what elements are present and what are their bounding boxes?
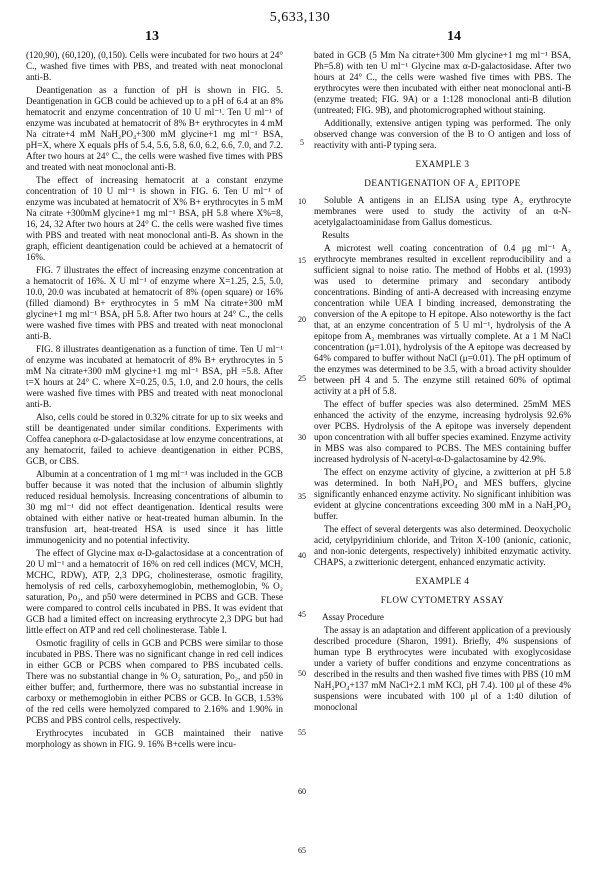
paragraph: The effect of Glycine max α-D-galactosidase at a concentration of 20 U ml⁻¹ and a hematocrit of 16% on red cell indices (MCV, MCH, MCHC, RDW), ATP, 2,3 DPG, cholinesterase, osmotic fragility, hemolysis of red cells, carboxyhemoglobin, methemoglobin, % O₂ saturation, Po₂, and p50 were determined in PCBS and GCB. These were compared to control cells incubated in PBS. It was evident that GCB had a limited effect on increasing erythrocyte 2,3 DPG but had little effect on ATP and red cell cholinesterase. Table I. [26, 548, 283, 635]
paragraph: The effect of increasing hematocrit at a constant enzyme concentration of 10 U ml⁻¹ is shown in FIG. 6. Ten U ml⁻¹ of enzyme was incubated at hematocrit of X% B+ erythrocytes in 5 mM Na citrate +300mM glycine+1 mg ml⁻¹ BSA, pH 5.8 where X%=8, 16, 24, 32 After two hours at 24° C. the cells were washed five times with PBS and treated with neat monoclonal anti-B. As shown in the graph, efficient deantigenation could be achieved at a hematocrit of 16%. [26, 175, 283, 262]
paragraph: Also, cells could be stored in 0.32% citrate for up to six weeks and still be deantigenated under similar conditions. Experiments with Coffea canephora α-D-galactosidase at low enzyme concentrations, at any hematocrit, failed to achieve deantigenation in either PCBS, GCB, or CBS. [26, 412, 283, 466]
paragraph: The effect on enzyme activity of glycine, a zwitterion at pH 5.8 was determined. In both NaH₂PO₄ and MES buffers, glycine significantly enhanced enzyme activity. No significant inhibition was evident at glycine concentrations exceeding 300 mM in a NaH₂PO₄ buffer. [314, 467, 571, 521]
results-subheading: Results [322, 230, 350, 240]
paragraph: The effect of several detergents was also determined. Deoxycholic acid, cetylpyridinium chloride, and Triton X-100 (anionic, cationic, and non-ionic detergents, respectively) inhibited enzymatic activity. CHAPS, a zwitterionic detergent, enhanced enzymatic activity. [314, 524, 571, 567]
line-numbers [295, 50, 309, 877]
paragraph: The effect of buffer species was also determined. 25mM MES enhanced the activity of the enzyme, increasing hydrolysis 92.6% over PCBS. Hydrolysis of the A epitope was inversely dependent upon concentration with all buffer species examined. Enzyme activity in MBS was also compared to PCBS. The MES containing buffer increased hydrolysis of N-acetyl-α-D-galactosamine by 42.9%. [314, 399, 571, 464]
paragraph: Erythrocytes incubated in GCB maintained their native morphology as shown in FIG. 9. 16% B+cells were incu- [26, 728, 283, 749]
example-4-heading: EXAMPLE 4 [415, 576, 470, 586]
paragraph: A microtest well coating concentration of 0.4 μg ml⁻¹ A₂ erythrocyte membranes resulted in excellent reproducibility and a sufficient signal to noise ratio. The method of Hobbs et al. (1993) was used to determine primary and secondary antibody concentrations. Binding of anti-A decreased with increasing enzyme concentration while UEA I binding increased, demonstrating the conversion of the A epitope to H epitope. Also noteworthy is the fact that, at an enzyme concentration of 5 U ml⁻¹, hydrolysis of the A epitope from A₂ membranes was virtually complete. At a 1 M NaCl concentration (μ=1.01), hydrolysis of the A epitope was decreased by 64% compared to buffer without NaCl (μ=0.01). The pH optimum of the enzymes was determined to be 3.5, with a broad activity shoulder between pH 4 and 5. The enzyme still retained 60% of optimal activity at a pH of 5.8. [314, 243, 571, 396]
line-number: 25 [298, 374, 306, 383]
paragraph: FIG. 7 illustrates the effect of increasing enzyme concentration at a hematocrit of 16%. X U ml⁻¹ of enzyme where X=1.25, 2.5, 5.0, 10.0, 20.0 was incubated at hematocrit of 8% (open square) or 16% (filled diamond) B+ erythrocytes in 5 mM Na citrate+300 mM glycine+1 mg ml⁻¹ BSA, pH 5.8. After two hours at 24° C., the cells were washed five times with PBS and treated with neat monoclonal anti-B. [26, 265, 283, 341]
example-3-heading: EXAMPLE 3 [415, 159, 470, 169]
paragraph: Soluble A antigens in an ELISA using type A₂ erythrocyte membranes were used to study the activity of an α-N-acetylgalactoaminidase from Gallus domesticus. [314, 195, 571, 227]
line-number: 5 [300, 138, 304, 147]
left-column [26, 50, 283, 752]
example-3-title: DEANTIGENATION OF A₂ EPITOPE [364, 178, 521, 188]
right-column [314, 50, 571, 715]
line-number: 50 [298, 669, 306, 678]
line-number: 60 [298, 787, 306, 796]
page-number-left: 13 [145, 29, 159, 44]
paragraph: The assay is an adaptation and different application of a previously described procedure (Sharon, 1991). Briefly, 4% suspensions of human type B erythrocytes were incubated with exoglycosidase under a variety of buffer conditions and enzyme concentrations as described in the results and then washed five times with PBS (10 mM NaH₂PO₄+137 mM NaCl+2.1 mM KCl, pH 7.4). 100 μl of these 4% suspensions were incubated with 100 μl of a 1:40 dilution of monoclonal [314, 625, 571, 712]
paragraph: Osmotic fragility of cells in GCB and PCBS were similar to those incubated in PBS. There was no significant change in red cell indices in either GCB or PCBS when compared to PBS incubated cells. There was no substantial change in % O₂ saturation, Po₂, and p50 in either buffer; and, furthermore, there was no substantial increase in carboxy or methemoglobin in either PCBS or GCB. In GCB, 1.53% of the red cells were hemolyzed compared to 2.16% and 1.90% in PCBS and PBS control cells, respectively. [26, 638, 283, 725]
line-number: 45 [298, 610, 306, 619]
line-number: 40 [298, 551, 306, 560]
line-number: 65 [298, 846, 306, 855]
paragraph: Additionally, extensive antigen typing was performed. The only observed change was conversion of the B to O antigen and loss of reactivity with anti-P typing sera. [314, 118, 571, 150]
line-number: 55 [298, 728, 306, 737]
paragraph: Albumin at a concentration of 1 mg ml⁻¹ was included in the GCB buffer because it was noted that the inclusion of albumin slightly reduced residual hemolysis. Increasing concentrations of albumin to 30 mg ml⁻¹ did not effect deantigenation. Identical results were obtained with either native or heat-treated human albumin. In the transfusion art, heat-treated HSA is used since it has little immunogenicity and no potential infectivity. [26, 469, 283, 545]
line-number: 35 [298, 492, 306, 501]
paragraph: FIG. 8 illustrates deantigenation as a function of time. Ten U ml⁻¹ of enzyme was incubated at hematocrit of 8% B+ erythrocytes in 5 mM Na citrate+300 mM glycine+1 mg ml⁻¹ BSA, pH =5.8. After t=X hours at 24° C. where X=0.25, 0.5, 1.0, and 2.0 hours, the cells were washed five times with PBS and treated with neat monoclonal anti-B. [26, 344, 283, 409]
line-number: 10 [298, 197, 306, 206]
patent-number: 5,633,130 [269, 10, 331, 25]
paragraph: (120,90), (60,120), (0,150). Cells were incubated for two hours at 24° C., washed five times with PBS, and treated with neat monoclonal anti-B. [26, 50, 283, 82]
line-number: 15 [298, 256, 306, 265]
paragraph: bated in GCB (5 Mm Na citrate+300 Mm glycine+1 mg ml⁻¹ BSA, Ph=5.8) with ten U ml⁻¹ Glycine max α-D-galactosidase. After two hours at 24° C., the cells were washed five times with PBS. The erythrocytes were then incubated with either neat monoclonal anti-B (enzyme treated; FIG. 9A) or a 1:128 monoclonal anti-B dilution (untreated; FIG. 9B), and photomicrographed without staining. [314, 50, 571, 115]
line-number: 20 [298, 315, 306, 324]
assay-procedure-subheading: Assay Procedure [322, 612, 384, 622]
example-4-title: FLOW CYTOMETRY ASSAY [380, 595, 505, 605]
page-number-right: 14 [447, 29, 461, 44]
paragraph: Deantigenation as a function of pH is shown in FIG. 5. Deantigenation in GCB could be achieved up to a pH of 6.4 at an 8% hematocrit and enzyme concentration of 10 U ml⁻¹. Ten U ml⁻¹ of enzyme was incubated at hematocrit of 8% B+ erythrocytes in 4 mM Na citrate+4 mM NaH₂PO₄+300 mM glycine+1 mg ml⁻¹ BSA, pH=X, where X equals pHs of 5.4, 5.6, 5.8, 6.0, 6.2, 6.6, 7.0, and 7.2. After two hours at 24° C., the cells were washed five times with PBS and treated with neat monoclonal anti-B. [26, 85, 283, 172]
line-number: 30 [298, 433, 306, 442]
